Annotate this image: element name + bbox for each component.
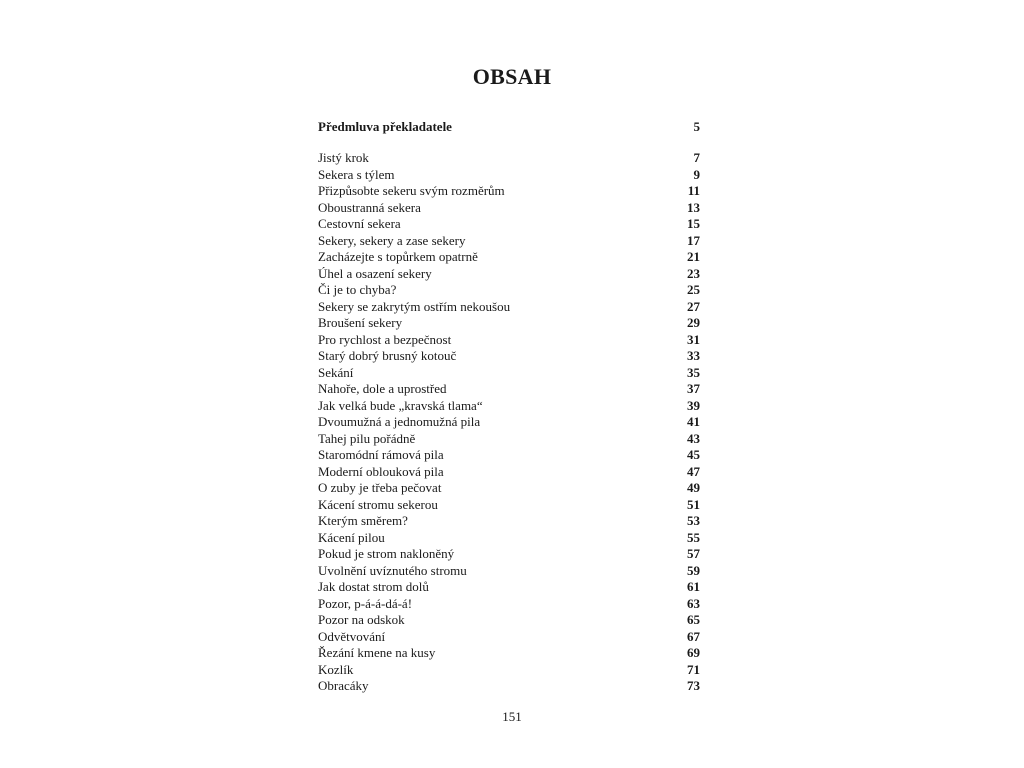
toc-entry xyxy=(318,282,700,299)
toc-entry-title: Či je to chyba? xyxy=(318,282,397,297)
toc-entry-title: Jistý krok xyxy=(318,150,369,165)
toc-entry-preface xyxy=(318,119,700,136)
toc-preface xyxy=(318,119,700,136)
toc-entry-title: Kterým směrem? xyxy=(318,513,408,528)
toc-entry xyxy=(318,530,700,547)
toc-entry-title: Odvětvování xyxy=(318,628,386,644)
toc-entry xyxy=(318,266,700,283)
toc-entry xyxy=(318,579,700,596)
toc-entry xyxy=(318,612,700,629)
toc-entry xyxy=(318,513,700,530)
toc-entry xyxy=(318,233,700,250)
toc-entry-title: Jak dostat strom dolů xyxy=(318,579,429,594)
toc-entry-page: 31 xyxy=(687,331,700,347)
toc-entry-title: Zacházejte s topůrkem opatrně xyxy=(318,249,478,264)
toc-entry-title: Tahej pilu pořádně xyxy=(318,430,416,446)
toc-entry-page: 41 xyxy=(687,414,700,429)
toc-list xyxy=(318,150,700,695)
toc-entry-page: 59 xyxy=(687,562,700,578)
toc-entry-page: 71 xyxy=(687,661,700,677)
toc-entry xyxy=(318,200,700,217)
toc-entry-page: 73 xyxy=(687,678,700,693)
toc-entry-page: 51 xyxy=(687,496,700,512)
toc-entry-page: 29 xyxy=(687,315,700,330)
toc-entry xyxy=(318,299,700,316)
toc-entry-title: Pro rychlost a bezpečnost xyxy=(318,331,452,347)
toc-entry-title: O zuby je třeba pečovat xyxy=(318,480,442,495)
toc-entry xyxy=(318,464,700,481)
toc-entry xyxy=(318,480,700,497)
toc-entry-title: Kozlík xyxy=(318,661,354,677)
toc-entry-title: Úhel a osazení sekery xyxy=(318,265,432,281)
toc-entry-title: Pokud je strom nakloněný xyxy=(318,546,455,561)
toc-entry-page: 67 xyxy=(687,628,700,644)
toc-entry xyxy=(318,431,700,448)
toc-entry-page: 5 xyxy=(693,119,700,134)
toc-entry-page: 15 xyxy=(687,216,700,231)
toc-entry xyxy=(318,563,700,580)
toc-entry-page: 55 xyxy=(687,529,700,545)
toc-entry-page: 13 xyxy=(687,199,700,215)
toc-entry-page: 33 xyxy=(687,348,700,363)
toc-entry-page: 23 xyxy=(687,265,700,281)
toc-entry xyxy=(318,216,700,233)
toc-entry-page: 53 xyxy=(687,513,700,528)
toc-entry-title: Broušení sekery xyxy=(318,315,403,330)
toc-entry-page: 21 xyxy=(687,249,700,264)
toc-entry xyxy=(318,678,700,695)
toc-entry xyxy=(318,183,700,200)
toc-entry-page: 45 xyxy=(687,447,700,462)
toc-entry-title: Sekání xyxy=(318,364,354,380)
toc-entry xyxy=(318,447,700,464)
toc-entry-page: 47 xyxy=(687,463,700,479)
toc-entry-title: Sekera s týlem xyxy=(318,166,395,182)
toc-entry xyxy=(318,497,700,514)
page-number: 151 xyxy=(502,709,522,724)
toc-entry-page: 61 xyxy=(687,579,700,594)
toc-entry xyxy=(318,596,700,613)
toc-entry xyxy=(318,645,700,662)
toc-entry-page: 7 xyxy=(693,150,700,165)
toc-entry xyxy=(318,546,700,563)
toc-entry-title: Přizpůsobte sekeru svým rozměrům xyxy=(318,183,505,198)
toc-entry xyxy=(318,315,700,332)
toc-entry xyxy=(318,398,700,415)
toc-entry-page: 57 xyxy=(687,546,700,561)
toc-entry-page: 37 xyxy=(687,381,700,396)
toc-entry xyxy=(318,381,700,398)
toc-entry-title: Obracáky xyxy=(318,678,369,693)
toc-entry xyxy=(318,414,700,431)
toc-entry-page: 11 xyxy=(687,183,700,198)
toc-entry-title: Staromódní rámová pila xyxy=(318,447,444,462)
toc-entry-title: Sekery se zakrytým ostřím nekoušou xyxy=(318,298,511,314)
toc-entry-title: Sekery, sekery a zase sekery xyxy=(318,232,466,248)
toc-entry-title: Dvoumužná a jednomužná pila xyxy=(318,414,481,429)
toc-entry-page: 35 xyxy=(687,364,700,380)
toc-entry xyxy=(318,662,700,679)
toc-entry-title: Kácení stromu sekerou xyxy=(318,496,438,512)
page-title: OBSAH xyxy=(472,64,552,89)
toc-entry-title: Kácení pilou xyxy=(318,529,385,545)
toc-entry-title: Řezání kmene na kusy xyxy=(318,645,436,660)
toc-entry-title: Pozor, p-á-á-dá-á! xyxy=(318,595,413,611)
toc-entry-page: 49 xyxy=(687,480,700,495)
toc-entry xyxy=(318,150,700,167)
toc-entry-page: 43 xyxy=(687,430,700,446)
toc-entry xyxy=(318,348,700,365)
toc-entry-title: Uvolnění uvíznutého stromu xyxy=(318,562,467,578)
toc-entry-title: Jak velká bude „kravská tlama“ xyxy=(318,397,483,413)
toc-entry-page: 63 xyxy=(687,595,700,611)
toc-entry xyxy=(318,249,700,266)
toc-entry xyxy=(318,629,700,646)
toc-entry-title: Cestovní sekera xyxy=(318,216,401,231)
toc-entry-page: 27 xyxy=(687,298,700,314)
toc-entry-page: 69 xyxy=(687,645,700,660)
toc-entry-title: Moderní oblouková pila xyxy=(318,463,444,479)
toc-entry xyxy=(318,167,700,184)
toc-entry-title: Pozor na odskok xyxy=(318,612,405,627)
toc-entry xyxy=(318,365,700,382)
toc-entry-page: 39 xyxy=(687,397,700,413)
toc-entry-title: Nahoře, dole a uprostřed xyxy=(318,381,447,396)
toc-entry-page: 65 xyxy=(687,612,700,627)
toc-entry-page: 25 xyxy=(687,282,700,297)
toc-entry-title: Předmluva překladatele xyxy=(318,119,452,134)
toc-entry-title: Starý dobrý brusný kotouč xyxy=(318,348,457,363)
toc-entry xyxy=(318,332,700,349)
toc-entry-title: Oboustranná sekera xyxy=(318,199,421,215)
toc-entry-page: 17 xyxy=(687,232,700,248)
toc-entry-page: 9 xyxy=(693,166,700,182)
